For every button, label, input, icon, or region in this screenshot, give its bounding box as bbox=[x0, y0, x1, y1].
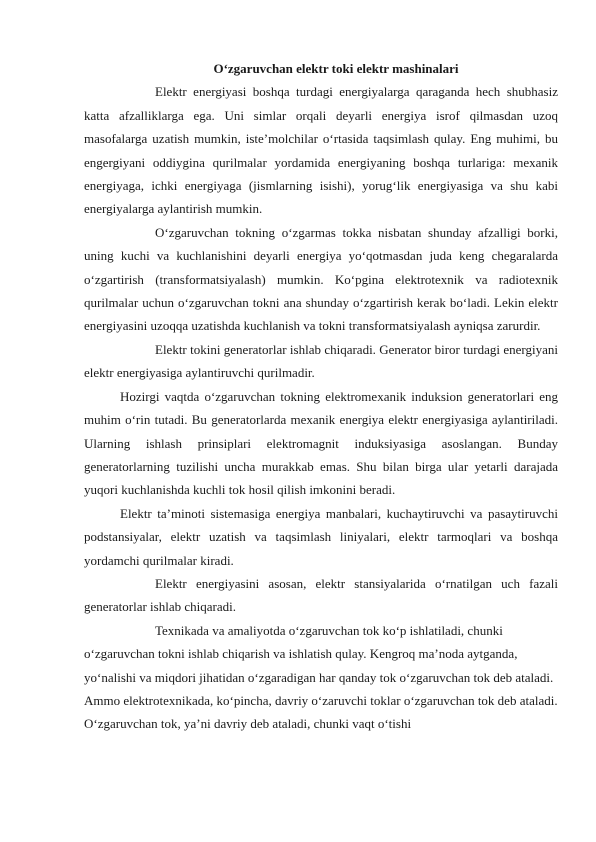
paragraph-3: Elektr tokini generatorlar ishlab chiqaradi. Generator biror turdagi energiyani elektr energiyasiga aylantiruvchi qurilmadir. bbox=[84, 341, 558, 381]
paragraph-4: Hozirgi vaqtda o‘zgaruvchan tokning elektromexanik induksion generatorlari eng muhim o‘rin tutadi. Bu generatorlarda mexanik energiya elektr energiyasiga aylantiriladi. Ularning ishlash prinsiplari elektromagnit induksiyasiga asoslangan. Bunday generatorlarning tuzilishi uncha murakkab emas. Shu bilan birga ular yetarli darajada yuqori kuchlanishda kuchli tok hosil qilish imkonini beradi. bbox=[84, 388, 558, 498]
document-title: O‘zgaruvchan elektr toki elektr mashinalari bbox=[213, 61, 459, 76]
document-body bbox=[84, 57, 558, 736]
paragraph-6: Elektr energiyasini asosan, elektr stansiyalarida o‘rnatilgan uch fazali generatorlar ishlab chiqaradi. bbox=[84, 575, 558, 615]
paragraph-1: Elektr energiyasi boshqa turdagi energiyalarga qaraganda hech shubhasiz katta afzalliklarga ega. Uni simlar orqali deyarli energiya isrof qilmasdan uzoq masofalarga uzatish mumkin, iste’molchilar o‘rtasida taqsimlash qulay. Eng muhimi, bu engergiyani oddiygina qurilmalar yordamida energiyaning boshqa turlariga: mexanik energiyaga, ichki energiyaga (jismlarning isishi), yorug‘lik energiyasiga va shu kabi energiyalarga aylantirish mumkin. bbox=[84, 84, 558, 217]
paragraph-2: O‘zgaruvchan tokning o‘zgarmas tokka nisbatan shunday afzalligi borki, uning kuchi va kuchlanishini deyarli energiya yo‘qotmasdan juda keng chegaralarda o‘zgartirish (transformatsiyalash) mumkin. Ko‘pgina elektrotexnik va radiotexnik qurilmalar uchun o‘zgaruvchan tokni ana shunday o‘zgartirish kerak bo‘ladi. Lekin elektr energiyasini uzoqqa uzatishda kuchlanish va tokni transformatsiyalash ayniqsa zarurdir. bbox=[84, 224, 558, 334]
paragraph-5: Elektr ta’minoti sistemasiga energiya manbalari, kuchaytiruvchi va pasaytiruvchi podstansiyalar, elektr uzatish va taqsimlash liniyalari, elektr tarmoqlari va boshqa yordamchi qurilmalar kiradi. bbox=[84, 505, 558, 568]
paragraph-7: Texnikada va amaliyotda o‘zgaruvchan tok ko‘p ishlatiladi, chunki o‘zgaruvchan tokni ishlab chiqarish va ishlatish qulay. Kengroq ma’noda aytganda, yo‘nalishi va miqdori jihatidan o‘zgaradigan har qanday tok o‘zgaruvchan tok deb ataladi. Ammo elektrotexnikada, ko‘pincha, davriy o‘zaruvchi toklar o‘zgaruvchan tok deb ataladi. O‘zgaruvchan tok, ya’ni davriy deb ataladi, chunki vaqt o‘tishi bbox=[84, 622, 558, 732]
